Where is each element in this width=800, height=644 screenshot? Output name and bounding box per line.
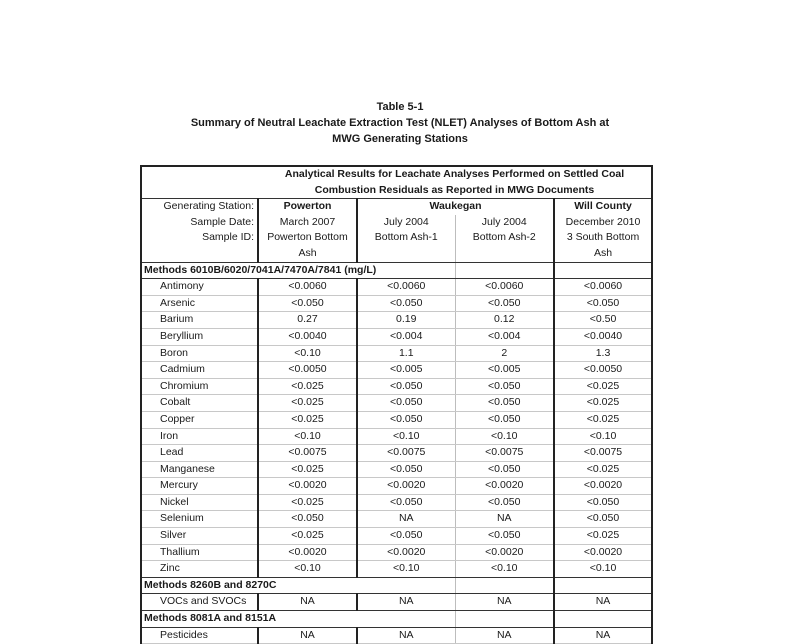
analyte-name: Mercury: [141, 478, 258, 495]
result-value: <0.10: [357, 428, 455, 445]
table-row: [141, 411, 652, 428]
result-value: <0.0020: [258, 544, 357, 561]
result-value: <0.10: [258, 428, 357, 445]
result-value: NA: [455, 594, 554, 611]
result-value: <0.050: [357, 395, 455, 412]
table-row: [141, 561, 652, 578]
result-value: <0.50: [554, 312, 652, 329]
result-value: <0.005: [455, 362, 554, 379]
result-value: <0.0040: [554, 328, 652, 345]
result-value: <0.10: [258, 345, 357, 362]
table-row: [141, 627, 652, 644]
analyte-name: Copper: [141, 411, 258, 428]
station-powerton: Powerton: [258, 199, 357, 215]
method-header-row: [141, 577, 652, 594]
station-label: Generating Station:: [141, 199, 258, 215]
result-value: NA: [357, 627, 455, 644]
result-value: <0.025: [258, 395, 357, 412]
table-row: [141, 312, 652, 329]
method-label: Methods 6010B/6020/7041A/7470A/7841 (mg/L): [141, 262, 455, 279]
result-value: <0.0050: [554, 362, 652, 379]
table-subtitle: MWG Generating Stations: [332, 133, 468, 145]
table-row: [141, 594, 652, 611]
result-value: <0.050: [455, 528, 554, 545]
analyte-name: Thallium: [141, 544, 258, 561]
station-row: [141, 199, 652, 215]
result-value: <0.004: [455, 328, 554, 345]
table-caption: [0, 99, 800, 147]
analyte-name: VOCs and SVOCs: [141, 594, 258, 611]
result-value: <0.0075: [258, 445, 357, 462]
result-value: <0.050: [357, 295, 455, 312]
analyte-name: Zinc: [141, 561, 258, 578]
analyte-name: Nickel: [141, 494, 258, 511]
result-value: <0.0020: [455, 544, 554, 561]
sample-id: Bottom Ash-1: [357, 230, 455, 246]
result-value: <0.10: [258, 561, 357, 578]
result-value: NA: [258, 594, 357, 611]
result-value: <0.025: [554, 411, 652, 428]
result-value: <0.0020: [554, 478, 652, 495]
result-value: <0.050: [357, 411, 455, 428]
result-value: NA: [357, 594, 455, 611]
analyte-name: Arsenic: [141, 295, 258, 312]
result-value: <0.050: [357, 528, 455, 545]
result-value: <0.050: [455, 378, 554, 395]
sample-id: Bottom Ash-2: [455, 230, 554, 246]
result-value: <0.025: [554, 395, 652, 412]
result-value: <0.0075: [357, 445, 455, 462]
station-will-county: Will County: [554, 199, 652, 215]
result-value: <0.050: [455, 395, 554, 412]
super-header-line2: Combustion Residuals as Reported in MWG Documents: [258, 183, 652, 199]
sample-id-label: Sample ID:: [141, 230, 258, 246]
nlet-results-table: [140, 165, 653, 644]
result-value: NA: [455, 511, 554, 528]
result-value: <0.025: [554, 378, 652, 395]
result-value: 0.19: [357, 312, 455, 329]
sample-id-row: [141, 230, 652, 246]
result-value: <0.0060: [455, 279, 554, 296]
result-value: <0.050: [455, 411, 554, 428]
result-value: 0.27: [258, 312, 357, 329]
analyte-name: Beryllium: [141, 328, 258, 345]
result-value: <0.050: [455, 295, 554, 312]
result-value: <0.050: [357, 461, 455, 478]
result-value: NA: [455, 627, 554, 644]
result-value: <0.10: [554, 428, 652, 445]
result-value: <0.050: [554, 494, 652, 511]
result-value: <0.0060: [554, 279, 652, 296]
analyte-name: Barium: [141, 312, 258, 329]
result-value: <0.050: [455, 494, 554, 511]
result-value: NA: [258, 627, 357, 644]
result-value: <0.050: [258, 511, 357, 528]
result-value: <0.025: [258, 378, 357, 395]
result-value: <0.0020: [258, 478, 357, 495]
result-value: <0.0060: [357, 279, 455, 296]
result-value: <0.050: [554, 295, 652, 312]
result-value: <0.0020: [357, 544, 455, 561]
result-value: <0.050: [357, 378, 455, 395]
analyte-name: Lead: [141, 445, 258, 462]
sample-id: Powerton Bottom: [258, 230, 357, 246]
sample-date: March 2007: [258, 215, 357, 231]
table-row: [141, 279, 652, 296]
result-value: <0.0075: [455, 445, 554, 462]
result-value: 0.12: [455, 312, 554, 329]
table-row: [141, 345, 652, 362]
result-value: <0.050: [357, 494, 455, 511]
table-row: [141, 395, 652, 412]
table-number: Table 5-1: [376, 101, 424, 113]
sample-date: July 2004: [357, 215, 455, 231]
result-value: <0.004: [357, 328, 455, 345]
sample-id-cont: Ash: [554, 246, 652, 262]
analyte-name: Iron: [141, 428, 258, 445]
result-value: <0.0040: [258, 328, 357, 345]
result-value: NA: [554, 594, 652, 611]
table-row: [141, 528, 652, 545]
analyte-name: Manganese: [141, 461, 258, 478]
result-value: <0.10: [455, 428, 554, 445]
result-value: <0.0050: [258, 362, 357, 379]
method-label: Methods 8081A and 8151A: [141, 611, 455, 628]
result-value: <0.0075: [554, 445, 652, 462]
table-row: [141, 328, 652, 345]
result-value: <0.050: [258, 295, 357, 312]
sample-date-label: Sample Date:: [141, 215, 258, 231]
table-row: [141, 461, 652, 478]
result-value: <0.025: [258, 411, 357, 428]
result-value: <0.025: [258, 528, 357, 545]
result-value: <0.050: [455, 461, 554, 478]
result-value: <0.0020: [455, 478, 554, 495]
result-value: NA: [357, 511, 455, 528]
method-header-row: [141, 262, 652, 279]
table-row: [141, 362, 652, 379]
result-value: <0.005: [357, 362, 455, 379]
sample-id-cont: [455, 246, 554, 262]
analyte-name: Chromium: [141, 378, 258, 395]
result-value: <0.10: [554, 561, 652, 578]
table-row: [141, 295, 652, 312]
sample-id: 3 South Bottom: [554, 230, 652, 246]
analyte-name: Antimony: [141, 279, 258, 296]
result-value: <0.0020: [554, 544, 652, 561]
table-title: Summary of Neutral Leachate Extraction Test (NLET) Analyses of Bottom Ash at: [190, 117, 610, 129]
analyte-name: Silver: [141, 528, 258, 545]
result-value: <0.025: [258, 494, 357, 511]
result-value: NA: [554, 627, 652, 644]
result-value: <0.025: [554, 528, 652, 545]
analyte-name: Selenium: [141, 511, 258, 528]
method-header-row: [141, 611, 652, 628]
sample-id-row-2: [141, 246, 652, 262]
result-value: <0.10: [357, 561, 455, 578]
result-value: <0.025: [554, 461, 652, 478]
super-header-row-2: [141, 183, 652, 199]
analyte-name: Cadmium: [141, 362, 258, 379]
sample-id-cont: Ash: [258, 246, 357, 262]
sample-date: July 2004: [455, 215, 554, 231]
station-waukegan: Waukegan: [357, 199, 554, 215]
result-value: <0.050: [554, 511, 652, 528]
result-value: 2: [455, 345, 554, 362]
analyte-name: Pesticides: [141, 627, 258, 644]
table-row: [141, 445, 652, 462]
result-value: <0.10: [455, 561, 554, 578]
table-row: [141, 378, 652, 395]
table-row: [141, 494, 652, 511]
result-value: <0.0020: [357, 478, 455, 495]
result-value: <0.0060: [258, 279, 357, 296]
sample-id-cont: [357, 246, 455, 262]
super-header-row: [141, 166, 652, 183]
sample-date: December 2010: [554, 215, 652, 231]
sample-date-row: [141, 215, 652, 231]
table-row: [141, 544, 652, 561]
analyte-name: Cobalt: [141, 395, 258, 412]
result-value: 1.3: [554, 345, 652, 362]
super-header-line1: Analytical Results for Leachate Analyses Performed on Settled Coal: [258, 166, 652, 183]
method-label: Methods 8260B and 8270C: [141, 577, 455, 594]
analyte-name: Boron: [141, 345, 258, 362]
table-row: [141, 511, 652, 528]
table-row: [141, 428, 652, 445]
table-row: [141, 478, 652, 495]
result-value: 1.1: [357, 345, 455, 362]
result-value: <0.025: [258, 461, 357, 478]
